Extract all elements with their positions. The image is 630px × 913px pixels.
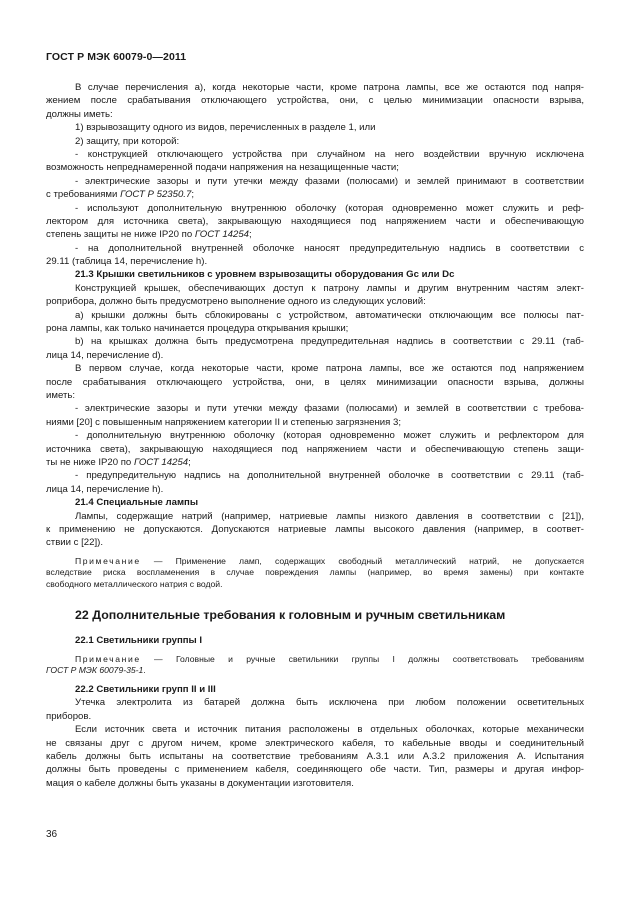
text-line: ниями [20] с повышенным напряжением категории II и степенью загрязнения 3; xyxy=(46,416,402,428)
text-line: роприбора, должно быть предусмотрено выполнение одного из следующих условий: xyxy=(46,296,426,308)
text-line xyxy=(46,456,584,469)
standard-reference: ГОСТ Р 52350.7 xyxy=(120,189,192,201)
text-line: b) на крышках должна быть предусмотрена предупредительная надпись в соответствии с 29.11 (таб- xyxy=(75,336,584,348)
text-line: В первом случае, когда некоторые части, кроме патрона лампы, все же остаются под напряжением xyxy=(75,363,584,375)
standard-reference: ГОСТ 14254 xyxy=(133,456,189,468)
text-line: мация о кабеле должны быть указаны в документации изготовителя. xyxy=(46,777,354,789)
note xyxy=(46,556,584,591)
text-line: Лампы, содержащие натрий (например, натриевые лампы низкого давления в соответствии с [21]), xyxy=(75,510,584,522)
note-line: вследствие риска воспламенения в случае повреждения лампы (например, во время замены) при контакте xyxy=(46,567,584,578)
text-line xyxy=(46,188,584,201)
text-line xyxy=(46,228,584,241)
text-span: ; xyxy=(188,456,191,468)
text-line: к применению не допускаются. Допускаются натриевые лампы высокого давления (например, в соответ- xyxy=(46,523,584,535)
text-line: жением после срабатывания отключающего устройства, они, с целью минимизации опасности взрыва, xyxy=(46,95,584,107)
text-line: 1) взрывозащиту одного из видов, перечисленных в разделе 1, или xyxy=(75,122,376,134)
text-line: рона лампы, как только начинается процедура открывания крышки; xyxy=(46,323,349,335)
text-line: - на дополнительной внутренней оболочке наносят предупредительную надпись в соответствии с xyxy=(75,242,584,254)
text-line: лектором для источника света), закрывающую находящиеся под напряжением части и обеспечивающую xyxy=(46,215,584,227)
section-21-4 xyxy=(46,496,584,590)
text-line: приборов. xyxy=(46,710,92,722)
text-span: ты не ниже IP20 по xyxy=(46,456,134,468)
text-span: степень защиты не ниже IP20 по xyxy=(46,229,195,241)
text-line: источника света), закрывающую находящиеся под напряжением части и обеспечивающую степень защи- xyxy=(46,443,584,455)
standard-reference: ГОСТ Р МЭК 60079-35-1 xyxy=(46,665,144,676)
section-heading: 22.1 Светильники группы I xyxy=(75,635,203,647)
section-22-heading: 22 Дополнительные требования к головным и ручным светильникам xyxy=(75,608,506,623)
note-text: — Головные и ручные светильники группы I должны соответствовать требованиям xyxy=(140,653,584,664)
text-line: 2) защиту, при которой: xyxy=(75,135,180,147)
text-line: должны быть проведены с применением кабеля, соединяющего обе части. Тип, размеры и другая инфор- xyxy=(46,764,584,776)
text-line: лица 14, перечисление d). xyxy=(46,349,164,361)
note-label: Примечание xyxy=(75,555,141,566)
text-span: с требованиями xyxy=(46,189,121,201)
text-line: - электрические зазоры и пути утечки между фазами (полюсами) и землей в соответствии с требова- xyxy=(75,403,584,415)
section-22-2 xyxy=(46,683,584,790)
section-heading: 22.2 Светильники групп II и III xyxy=(75,684,216,696)
page-body xyxy=(46,81,584,790)
document-header: ГОСТ Р МЭК 60079-0—2011 xyxy=(46,51,187,63)
text-line: - используют дополнительную внутреннюю оболочку (которая одновременно может служить и реф- xyxy=(75,202,584,214)
section-heading: 21.3 Крышки светильников с уровнем взрывозащиты оборудования Gc или Dc xyxy=(75,269,455,281)
text-span: ; xyxy=(249,229,252,241)
text-line: - конструкцией отключающего устройства при случайном на него воздействии вручную исключена xyxy=(75,148,584,160)
text-line: Конструкцией крышек, обеспечивающих доступ к патрону лампы и другим внутренним частям элект- xyxy=(75,282,584,294)
standard-reference: ГОСТ 14254 xyxy=(194,229,250,241)
text-span: . xyxy=(143,665,146,676)
text-line: - предупредительную надпись на дополнительной внутренней оболочке в соответствии с 29.11 (таб- xyxy=(75,470,584,482)
section-21-3 xyxy=(46,268,584,496)
text-line: ствии с [22]). xyxy=(46,537,103,549)
text-line: a) крышки должны быть сблокированы с устройством, автоматически отключающим все полюсы пат- xyxy=(75,309,584,321)
section-22-1 xyxy=(46,634,584,677)
note-line: свободного металлического натрия с водой. xyxy=(46,578,223,589)
text-line: иметь: xyxy=(46,389,76,401)
text-line: не связаны друг с другом ничем, кроме электрического кабеля, то кабельные вводы и соединительный xyxy=(46,737,584,749)
text-line: должны иметь: xyxy=(46,108,113,120)
text-span: ; xyxy=(191,189,194,201)
note-label: Примечание xyxy=(75,653,141,664)
page-number: 36 xyxy=(46,829,58,840)
text-line: - электрические зазоры и пути утечки между фазами (полюсами) и землей принимают в соответствии xyxy=(75,175,584,187)
note-line xyxy=(46,556,584,568)
text-line: после срабатывания отключающего устройства, они, в целях минимизации опасности взрыва, должны xyxy=(46,376,584,388)
paragraph-block-1 xyxy=(46,81,584,268)
text-line: В случае перечисления а), когда некоторые части, кроме патрона лампы, все же остаются под напря- xyxy=(75,82,584,93)
note-text: — Применение ламп, содержащих свободный металлический натрий, не допускается xyxy=(140,555,584,566)
text-line: Если источник света и источник питания расположены в отдельных оболочках, которые механически xyxy=(75,724,584,736)
text-line: кабель должны быть испытаны на соответствие требованиям А.3.1 или А.3.2 приложения А. Испытания xyxy=(46,750,584,762)
text-line: Утечка электролита из батарей должна быть исключена при любом положении осветительных xyxy=(75,697,584,709)
section-heading: 21.4 Специальные лампы xyxy=(75,497,199,509)
text-line: - дополнительную внутреннюю оболочку (которая одновременно может служить и рефлектором для xyxy=(75,430,584,442)
text-line: 29.11 (таблица 14, перечисление h). xyxy=(46,256,208,268)
note-line xyxy=(46,654,584,666)
text-line: возможность непреднамеренной подачи напряжения на незащищенные части; xyxy=(46,162,399,174)
note-line xyxy=(46,665,584,677)
text-line: лица 14, перечисление h). xyxy=(46,483,164,495)
